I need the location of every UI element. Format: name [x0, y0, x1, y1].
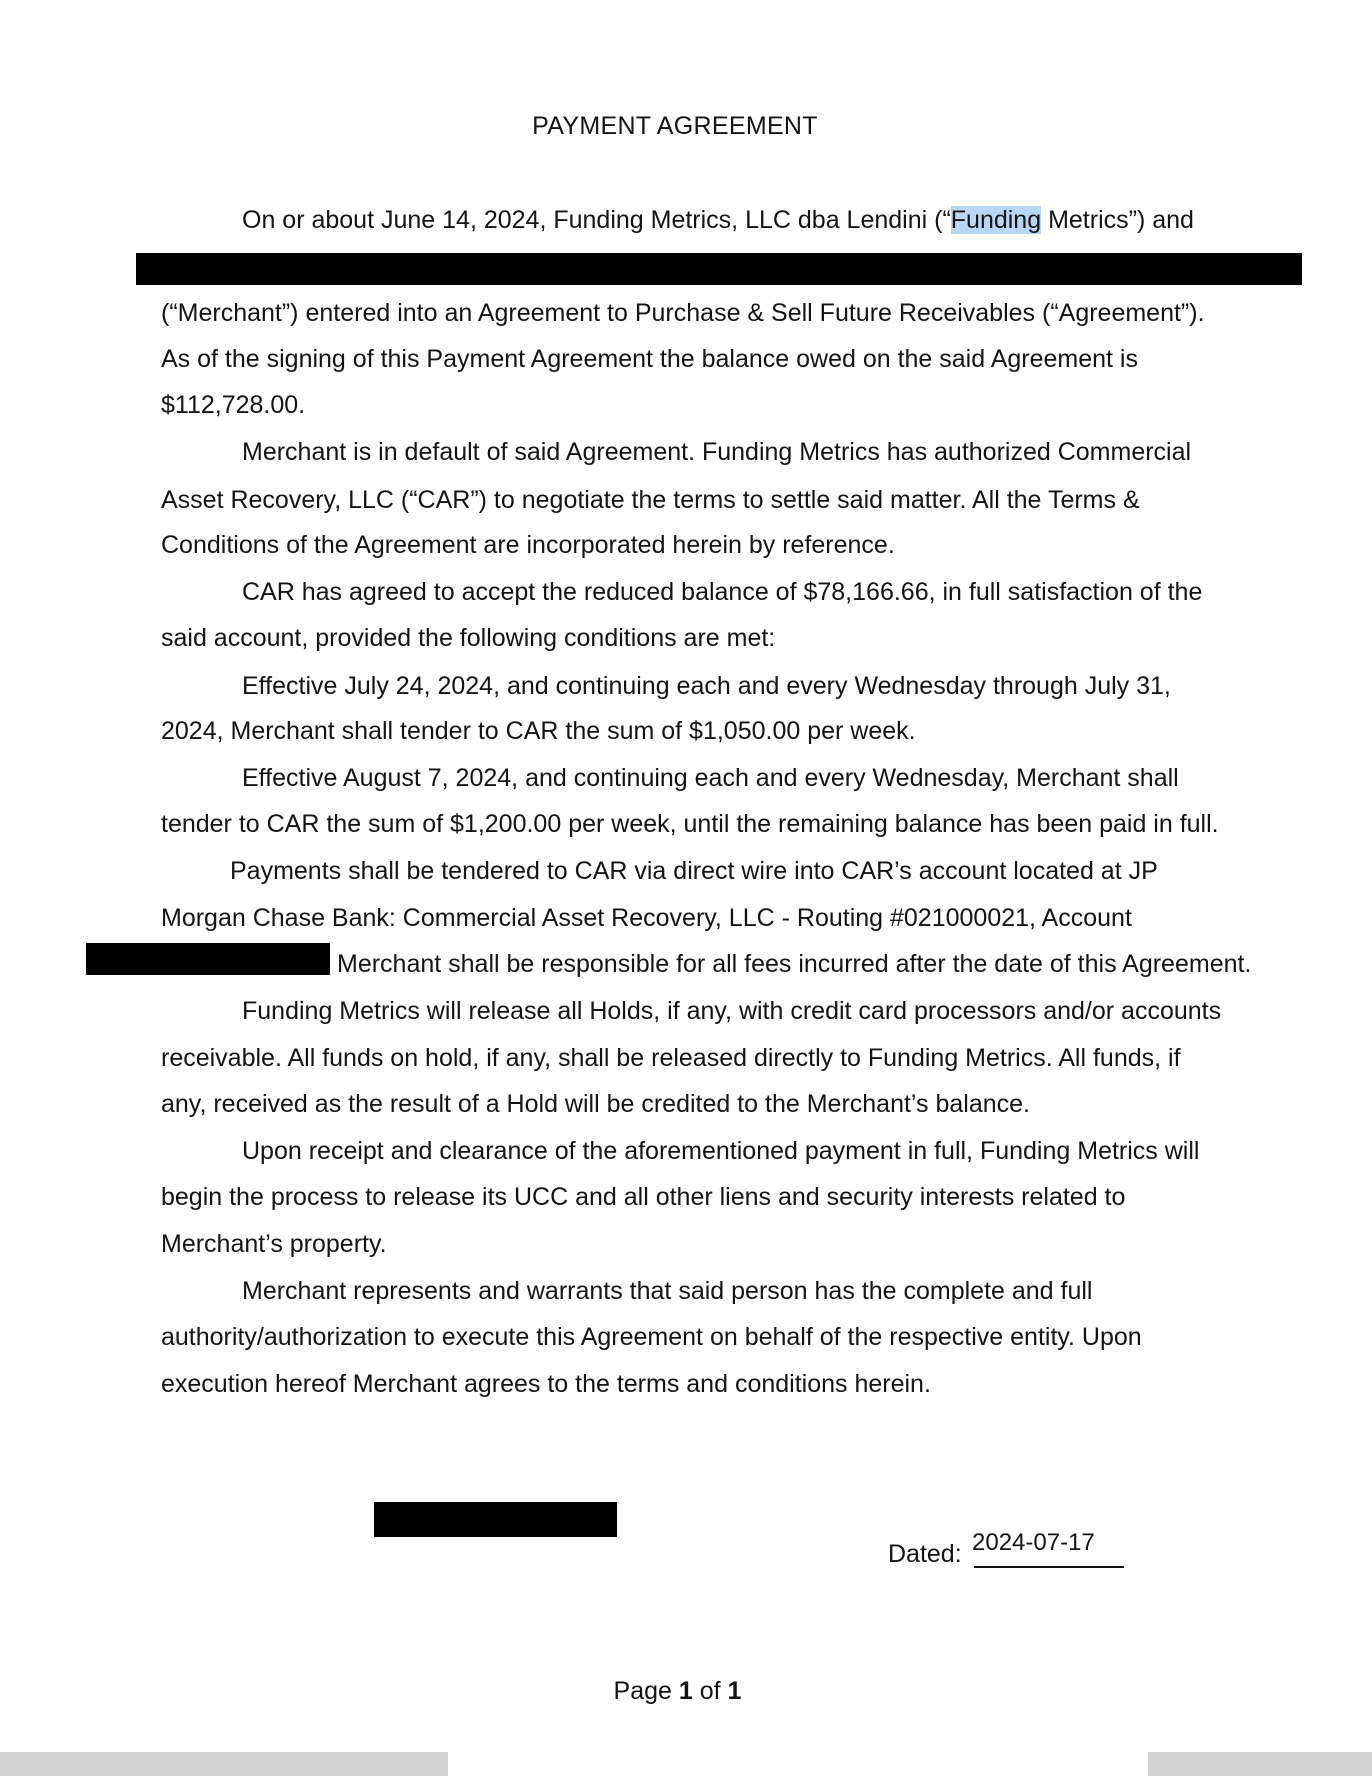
- paragraph-line: any, received as the result of a Hold will be credited to the Merchant’s balance.: [161, 1090, 1030, 1118]
- page-number: [0, 1677, 1355, 1706]
- page-prefix: Page: [613, 1677, 679, 1705]
- paragraph-line: (“Merchant”) entered into an Agreement to Purchase & Sell Future Receivables (“Agreement”).: [161, 299, 1205, 327]
- paragraph-line: Conditions of the Agreement are incorporated herein by reference.: [161, 531, 895, 559]
- paragraph-line: Funding Metrics will release all Holds, if any, with credit card processors and/or accounts: [242, 997, 1222, 1025]
- paragraph-line: Merchant’s property.: [161, 1230, 387, 1258]
- redaction-bar-account-number: [86, 943, 330, 975]
- redaction-bar-signature: [374, 1502, 617, 1537]
- paragraph-line: begin the process to release its UCC and all other liens and security interests related to: [161, 1183, 1126, 1211]
- date-underline: [974, 1566, 1124, 1568]
- paragraph-line: Payments shall be tendered to CAR via direct wire into CAR’s account located at JP: [230, 857, 1158, 885]
- paragraph-line: authority/authorization to execute this Agreement on behalf of the respective entity. Upon: [161, 1323, 1142, 1351]
- page-current: 1: [678, 1677, 693, 1705]
- paragraph-line: Upon receipt and clearance of the aforementioned payment in full, Funding Metrics will: [242, 1137, 1200, 1165]
- paragraph-line: tender to CAR the sum of $1,200.00 per week, until the remaining balance has been paid in full.: [161, 810, 1219, 838]
- paragraph-line: Merchant represents and warrants that said person has the complete and full: [242, 1277, 1093, 1305]
- selected-text-highlight[interactable]: Funding: [950, 206, 1042, 234]
- horizontal-scrollbar-track-left[interactable]: [0, 1752, 448, 1776]
- paragraph-line: execution hereof Merchant agrees to the terms and conditions herein.: [161, 1370, 931, 1398]
- horizontal-scrollbar-track-right[interactable]: [1148, 1752, 1372, 1776]
- paragraph-line: As of the signing of this Payment Agreement the balance owed on the said Agreement is: [161, 345, 1138, 373]
- paragraph-line: Morgan Chase Bank: Commercial Asset Recovery, LLC - Routing #021000021, Account: [161, 904, 1132, 932]
- date-value: 2024-07-17: [972, 1529, 1095, 1556]
- page-total: 1: [727, 1677, 742, 1705]
- line-text: Metrics”) and: [1041, 206, 1194, 234]
- paragraph-line: $112,728.00.: [161, 391, 306, 419]
- line-text: On or about June 14, 2024, Funding Metrics, LLC dba Lendini (“: [242, 206, 951, 234]
- paragraph-line: Merchant shall be responsible for all fees incurred after the date of this Agreement.: [337, 950, 1252, 978]
- paragraph-line: Effective July 24, 2024, and continuing each and every Wednesday through July 31,: [242, 672, 1171, 700]
- paragraph-line: said account, provided the following conditions are met:: [161, 624, 776, 652]
- paragraph-line: receivable. All funds on hold, if any, shall be released directly to Funding Metrics. All funds, if: [161, 1044, 1181, 1072]
- paragraph-line: 2024, Merchant shall tender to CAR the sum of $1,050.00 per week.: [161, 717, 916, 745]
- paragraph-line: Asset Recovery, LLC (“CAR”) to negotiate the terms to settle said matter. All the Terms &: [161, 486, 1140, 514]
- redaction-bar-merchant-name: [136, 253, 1302, 285]
- dated-label: Dated:: [888, 1540, 962, 1568]
- page-of: of: [692, 1677, 728, 1705]
- paragraph-line: Merchant is in default of said Agreement. Funding Metrics has authorized Commercial: [242, 438, 1192, 466]
- document-title: PAYMENT AGREEMENT: [532, 112, 818, 140]
- paragraph-line: Effective August 7, 2024, and continuing each and every Wednesday, Merchant shall: [242, 764, 1179, 792]
- paragraph-line: [242, 205, 1194, 235]
- paragraph-line: CAR has agreed to accept the reduced balance of $78,166.66, in full satisfaction of the: [242, 578, 1203, 606]
